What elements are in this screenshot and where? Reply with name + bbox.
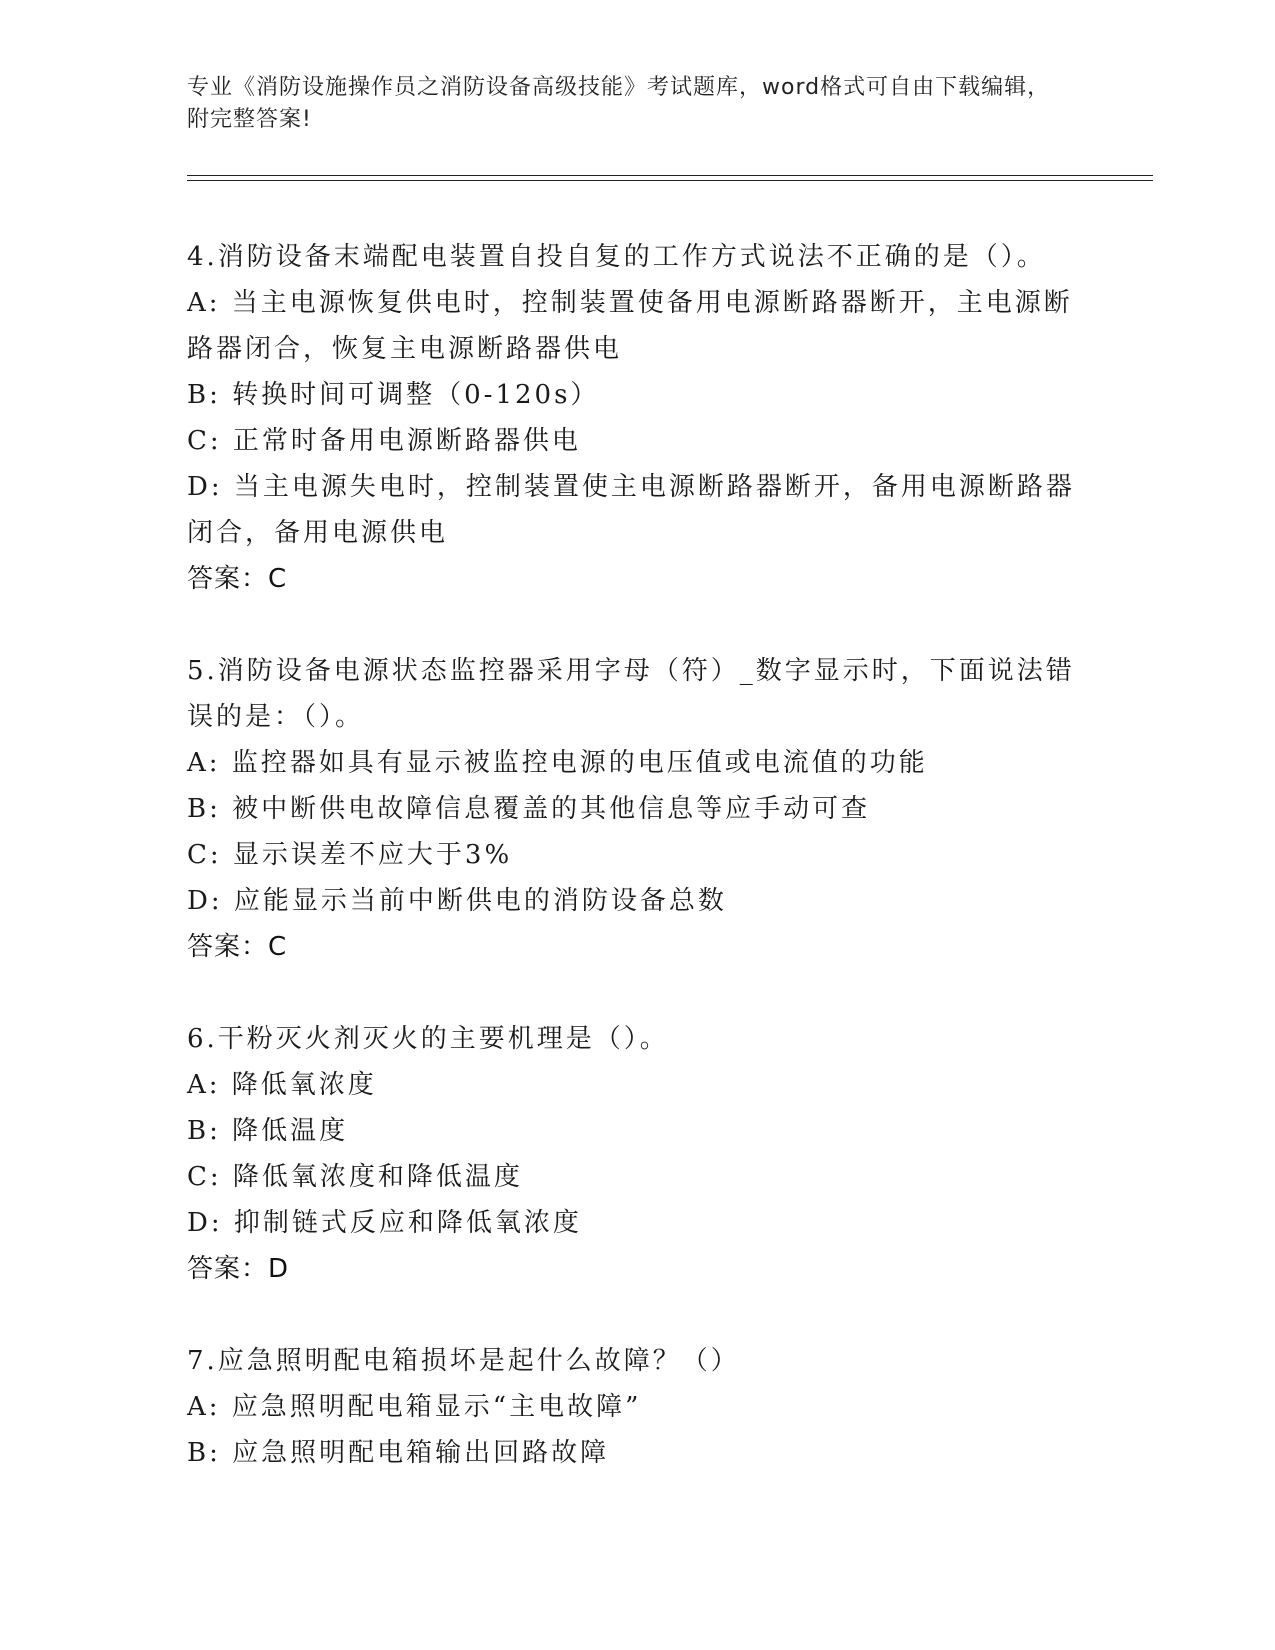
option-c: C: 降低氧浓度和降低温度 [187, 1162, 523, 1192]
option-b: B: 转换时间可调整（0-120s） [187, 380, 600, 410]
option-c: C: 显示误差不应大于3% [187, 840, 513, 870]
question-stem: 6.干粉灭火剂灭火的主要机理是（）。 [187, 1024, 669, 1054]
option-d: D: 应能显示当前中断供电的消防设备总数 [187, 886, 727, 916]
answer: 答案：C [187, 932, 288, 962]
question-6 [187, 1016, 1077, 1292]
answer: 答案：D [187, 1254, 290, 1284]
question-5 [187, 648, 1077, 970]
question-list [187, 234, 1077, 1522]
question-stem: 5.消防设备电源状态监控器采用字母（符）_数字显示时，下面说法错误的是：（）。 [187, 656, 1075, 732]
header-rule-top [187, 175, 1153, 176]
document-header: 专业《消防设施操作员之消防设备高级技能》考试题库，word格式可自由下载编辑，附完整答案! [187, 75, 1051, 132]
answer: 答案：C [187, 564, 288, 594]
option-a: A: 应急照明配电箱显示“主电故障” [187, 1392, 642, 1422]
option-b: B: 降低温度 [187, 1116, 349, 1146]
question-4 [187, 234, 1077, 602]
option-b: B: 应急照明配电箱输出回路故障 [187, 1438, 610, 1468]
question-stem: 4.消防设备末端配电装置自投自复的工作方式说法不正确的是（）。 [187, 242, 1046, 272]
option-b: B: 被中断供电故障信息覆盖的其他信息等应手动可查 [187, 794, 871, 824]
question-7 [187, 1338, 1077, 1476]
option-d: D: 当主电源失电时，控制装置使主电源断路器断开，备用电源断路器闭合，备用电源供电 [187, 472, 1075, 548]
header-rule-bottom [187, 180, 1153, 181]
option-c: C: 正常时备用电源断路器供电 [187, 426, 581, 456]
option-d: D: 抑制链式反应和降低氧浓度 [187, 1208, 582, 1238]
option-a: A: 当主电源恢复供电时，控制装置使备用电源断路器断开，主电源断路器闭合，恢复主电源断路器供电 [187, 288, 1073, 364]
option-a: A: 监控器如具有显示被监控电源的电压值或电流值的功能 [187, 748, 928, 778]
option-a: A: 降低氧浓度 [187, 1070, 377, 1100]
question-stem: 7.应急照明配电箱损坏是起什么故障？（） [187, 1346, 740, 1376]
